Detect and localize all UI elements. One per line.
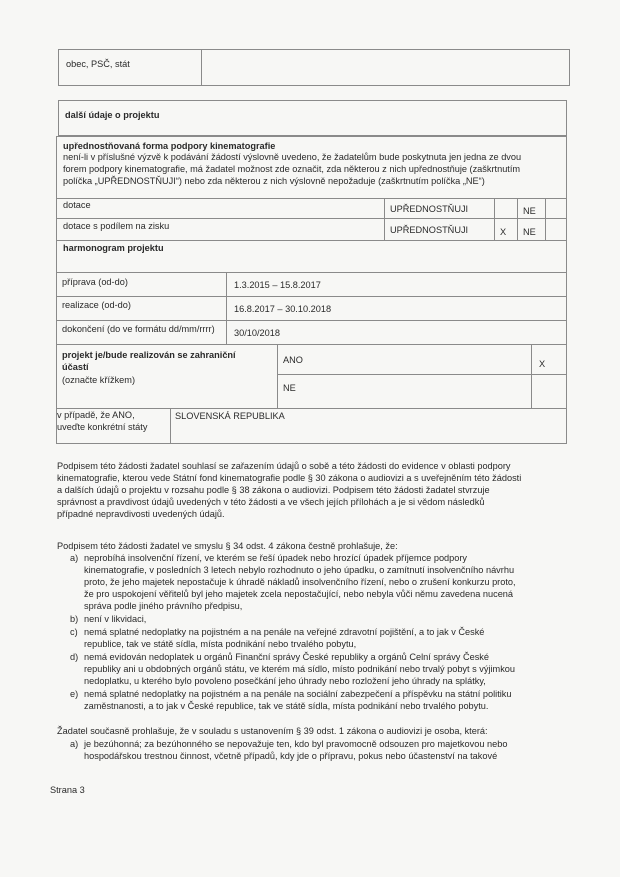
item-line: že pro uspokojení věřitelů byl jeho majetek zcela nepostačující, nebo nebyla vůči němu zavedena nucená (84, 589, 514, 599)
row-divider (56, 272, 567, 273)
prefer-label: UPŘEDNOSTŇUJI (390, 225, 469, 235)
item-letter: e) (70, 689, 79, 699)
schedule-value: 1.3.2015 – 15.8.2017 (234, 280, 321, 290)
declaration-intro: Podpisem této žádosti žadatel ve smyslu § 34 odst. 4 zákona čestně prohlašuje, že: (57, 541, 398, 551)
support-row-label: dotace s podílem na zisku (63, 221, 170, 231)
states-label-line-1: v případě, že ANO, (57, 410, 135, 420)
foreign-yes-label: ANO (283, 355, 303, 365)
schedule-label: příprava (od-do) (62, 277, 128, 287)
consent-line: správnost a pravdivost údajů uvedených v této žádosti a ve všech jejích přílohách a je si vědom následků (57, 497, 485, 507)
section-title: další údaje o projektu (65, 110, 160, 120)
col-divider (226, 272, 227, 344)
foreign-title-line-2: účastí (62, 362, 89, 372)
col-divider (494, 198, 495, 240)
row-divider (56, 198, 567, 199)
item-line: republiky ani u obdobných orgánů státu, ve kterém má sídlo, místo podnikání nebo trvalý pobyt s výjimkou (84, 664, 516, 674)
states-value: SLOVENSKÁ REPUBLIKA (175, 411, 285, 421)
no-label: NE (523, 227, 536, 237)
row-divider (56, 240, 567, 241)
consent-line: kinematografie, kterou vede Státní fond kinematografie podle § 30 zákona o audiovizi a s uveřejněním této žádosti (57, 473, 522, 483)
foreign-title-line-1: projekt je/bude realizován se zahraniční (62, 350, 236, 360)
item-letter: c) (70, 627, 78, 637)
support-note-line-3: políčka „UPŘEDNOSTŇUJI“) nebo zda některou z nich výslovně nepožaduje (zaškrtnutím políčka „NE“) (63, 176, 485, 186)
support-title: upřednostňovaná forma podpory kinematografie (63, 141, 276, 151)
second-intro: Žadatel současně prohlašuje, že v souladu s ustanovením § 39 odst. 1 zákona o audiovizi je osoba, která: (57, 726, 488, 736)
schedule-title: harmonogram projektu (63, 243, 164, 253)
item-line: neprobíhá insolvenční řízení, ve kterém se řeší úpadek nebo hrozící úpadek příjemce podpory (84, 553, 468, 563)
row-divider (277, 374, 567, 375)
col-divider (277, 344, 278, 408)
consent-line: a dalších údajů o projektu v rozsahu podle § 38 zákona o audiovizi. Podpisem této žádosti žadatel stvrzuje (57, 485, 490, 495)
states-label-line-2: uveďte konkrétní státy (57, 422, 148, 432)
row-divider (56, 296, 567, 297)
row-divider (56, 344, 567, 345)
col-divider (517, 198, 518, 240)
item-line: hospodářskou trestnou činnost, včetně případů, kdy jde o přípravu, pokus nebo účastenství na takové (84, 751, 498, 761)
prefer-label: UPŘEDNOSTŇUJI (390, 204, 469, 214)
no-label: NE (523, 206, 536, 216)
item-line: je bezúhonná; za bezúhonného se nepovažuje ten, kdo byl pravomocně odsouzen pro majetkovou nebo (84, 739, 508, 749)
support-note-line-2: forem podpory kinematografie, má žadatel možnost zde označit, zda některou z nich upřednostňuje (zaškrtnutím (63, 164, 521, 174)
prefer-checkbox[interactable]: X (500, 227, 507, 237)
schedule-label: realizace (od-do) (62, 300, 131, 310)
item-line: republice, tak ve státě sídla, místa podnikání nebo trvalého pobytu, (84, 639, 357, 649)
address-divider (201, 49, 202, 86)
item-line: nedoplatku, u kterého bylo povoleno posečkání jeho úhrady nebo rozložení jeho úhrady na splátky, (84, 676, 486, 686)
row-divider (56, 218, 567, 219)
schedule-value: 30/10/2018 (234, 328, 280, 338)
schedule-value: 16.8.2017 – 30.10.2018 (234, 304, 332, 314)
item-line: nemá splatné nedoplatky na pojistném a na penále na veřejné zdravotní pojištění, a to jak v České (84, 627, 485, 637)
item-line: nemá evidován nedoplatek u orgánů Finanční správy České republiky a orgánů Celní správy České (84, 652, 489, 662)
support-note-line-1: není-li v příslušné výzvě k podávání žádostí výslovně uvedeno, že žadatelům bude poskytnuta jen jedna ze dvou (63, 152, 522, 162)
item-line: není v likvidaci, (84, 614, 147, 624)
page-number: Strana 3 (50, 785, 85, 795)
item-line: správa podle jiného právního předpisu, (84, 601, 243, 611)
item-line: nemá splatné nedoplatky na pojistném a na penále na sociální zabezpečení a příspěvku na státní politiku (84, 689, 512, 699)
foreign-hint: (označte křížkem) (62, 375, 136, 385)
row-divider (56, 320, 567, 321)
col-divider (170, 408, 171, 444)
foreign-no-label: NE (283, 383, 296, 393)
item-line: proto, že jeho majetek nepostačuje k úhradě nákladů insolvenčního řízení, nebo o zrušení konkurzu proto, (84, 577, 516, 587)
col-divider (545, 198, 546, 240)
col-divider (531, 344, 532, 408)
support-row-label: dotace (63, 200, 91, 210)
row-divider (56, 408, 567, 409)
consent-line: případné nepravdivosti uvedených údajů. (57, 509, 225, 519)
schedule-label: dokončení (do ve formátu dd/mm/rrrr) (62, 324, 215, 334)
item-line: zaměstnanosti, a to jak v České republice, tak ve státě sídla, místa podnikání nebo trvalého pobytu. (84, 701, 489, 711)
foreign-yes-checkbox[interactable]: X (539, 359, 546, 369)
item-letter: a) (70, 553, 79, 563)
item-line: kinematografie, v posledních 3 letech nebylo rozhodnuto o jeho úpadku, o zamítnutí insolvenčního návrhu (84, 565, 515, 575)
item-letter: d) (70, 652, 79, 662)
item-letter: b) (70, 614, 79, 624)
col-divider (384, 198, 385, 240)
consent-line: Podpisem této žádosti žadatel souhlasí se zařazením údajů o sobě a této žádosti do evidence v oblasti podpory (57, 461, 511, 471)
address-label: obec, PSČ, stát (66, 59, 130, 69)
item-letter: a) (70, 739, 79, 749)
address-row (58, 49, 570, 86)
